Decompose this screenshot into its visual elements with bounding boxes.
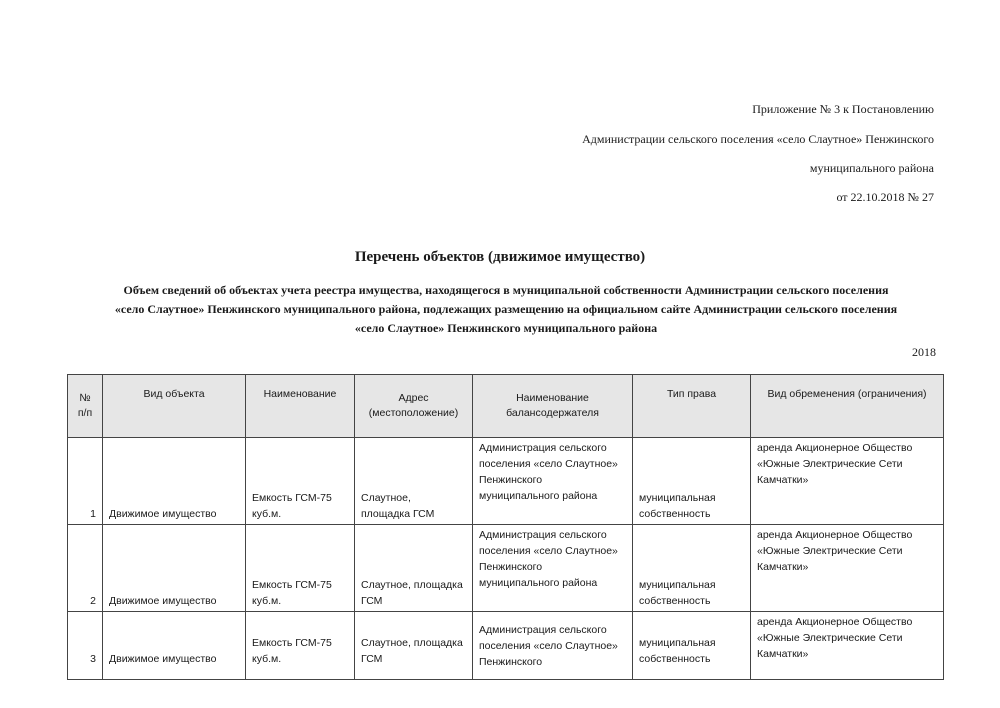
report-year: 2018 (912, 345, 936, 359)
document-subtitle (70, 281, 942, 338)
row-kind: Движимое имущество (103, 438, 246, 525)
table-row (68, 525, 944, 612)
row-holder (473, 525, 633, 612)
header-address-line-1: Адрес (398, 392, 429, 404)
row-holder-line-2: поселения «село Слаутное» (479, 545, 618, 557)
header-kind: Вид объекта (103, 375, 246, 438)
table-header-row (68, 375, 944, 438)
row-holder-line-1: Администрация сельского (479, 529, 607, 541)
row-encumbrance (751, 438, 944, 525)
row-encumbrance (751, 612, 944, 680)
header-holder-line-1: Наименование (516, 392, 589, 404)
header-address (355, 375, 473, 438)
row-name-line-2: куб.м. (252, 653, 282, 665)
row-num: 2 (68, 525, 103, 612)
row-enc-line-3: Камчатки» (757, 474, 809, 486)
row-address-line-1: Слаутное, площадка (361, 637, 463, 649)
header-num-line-1: № (79, 392, 91, 404)
row-name (246, 612, 355, 680)
row-name-line-2: куб.м. (252, 508, 282, 520)
row-holder (473, 612, 633, 680)
row-name-line-1: Емкость ГСМ-75 (252, 492, 332, 504)
row-enc-line-1: аренда Акционерное Общество (757, 442, 913, 454)
header-num-line-2: п/п (77, 407, 93, 419)
row-enc-line-3: Камчатки» (757, 561, 809, 573)
table-row (68, 612, 944, 680)
header-holder-line-2: балансодержателя (506, 407, 599, 419)
row-name-line-1: Емкость ГСМ-75 (252, 637, 332, 649)
row-address (355, 612, 473, 680)
row-name (246, 438, 355, 525)
row-name-line-1: Емкость ГСМ-75 (252, 579, 332, 591)
row-name (246, 525, 355, 612)
row-enc-line-2: «Южные Электрические Сети (757, 458, 903, 470)
row-kind: Движимое имущество (103, 612, 246, 680)
row-address-line-2: ГСМ (361, 653, 383, 665)
annex-line-2: Администрации сельского поселения «село Слаутное» Пенжинского (582, 132, 934, 146)
row-right-line-2: собственность (639, 653, 711, 665)
annex-line-4: от 22.10.2018 № 27 (836, 190, 934, 204)
subtitle-line-3: «село Слаутное» Пенжинского муниципального района (354, 321, 658, 335)
row-address (355, 438, 473, 525)
row-holder-line-4: муниципального района (479, 490, 598, 502)
row-right-line-1: муниципальная (639, 492, 716, 504)
row-holder-line-3: Пенжинского (479, 656, 543, 668)
row-holder (473, 438, 633, 525)
header-right-type: Тип права (633, 375, 751, 438)
row-num: 1 (68, 438, 103, 525)
row-enc-line-1: аренда Акционерное Общество (757, 616, 913, 628)
annex-line-1: Приложение № 3 к Постановлению (752, 102, 934, 116)
row-holder-line-3: Пенжинского (479, 561, 543, 573)
row-address-line-1: Слаутное, (361, 492, 411, 504)
row-address-line-2: ГСМ (361, 595, 383, 607)
row-num: 3 (68, 612, 103, 680)
row-enc-line-1: аренда Акционерное Общество (757, 529, 913, 541)
header-num (68, 375, 103, 438)
header-address-line-2: (местоположение) (368, 407, 459, 419)
row-right-type (633, 612, 751, 680)
row-right-type (633, 525, 751, 612)
row-holder-line-4: муниципального района (479, 577, 598, 589)
row-encumbrance (751, 525, 944, 612)
row-right-line-2: собственность (639, 595, 711, 607)
annex-line-3: муниципального района (809, 161, 934, 175)
row-right-line-1: муниципальная (639, 637, 716, 649)
row-kind: Движимое имущество (103, 525, 246, 612)
row-address-line-2: площадка ГСМ (361, 508, 435, 520)
subtitle-line-2: «село Слаутное» Пенжинского муниципального района, подлежащих размещению на официальном сайте Администрации сельского поселения (114, 302, 898, 316)
header-holder (473, 375, 633, 438)
row-right-type (633, 438, 751, 525)
row-address (355, 525, 473, 612)
row-holder-line-1: Администрация сельского (479, 624, 607, 636)
row-address-line-1: Слаутное, площадка (361, 579, 463, 591)
row-holder-line-2: поселения «село Слаутное» (479, 458, 618, 470)
row-holder-line-3: Пенжинского (479, 474, 543, 486)
row-enc-line-3: Камчатки» (757, 648, 809, 660)
row-name-line-2: куб.м. (252, 595, 282, 607)
header-name: Наименование (246, 375, 355, 438)
row-enc-line-2: «Южные Электрические Сети (757, 632, 903, 644)
row-holder-line-2: поселения «село Слаутное» (479, 640, 618, 652)
header-encumbrance: Вид обременения (ограничения) (751, 375, 944, 438)
row-right-line-1: муниципальная (639, 579, 716, 591)
table-row (68, 438, 944, 525)
row-holder-line-1: Администрация сельского (479, 442, 607, 454)
row-right-line-2: собственность (639, 508, 711, 520)
subtitle-line-1: Объем сведений об объектах учета реестра имущества, находящегося в муниципальной собственности Администрации сельского поселения (123, 283, 889, 297)
document-title: Перечень объектов (движимое имущество) (354, 249, 646, 265)
row-enc-line-2: «Южные Электрические Сети (757, 545, 903, 557)
property-register-table (67, 374, 944, 680)
